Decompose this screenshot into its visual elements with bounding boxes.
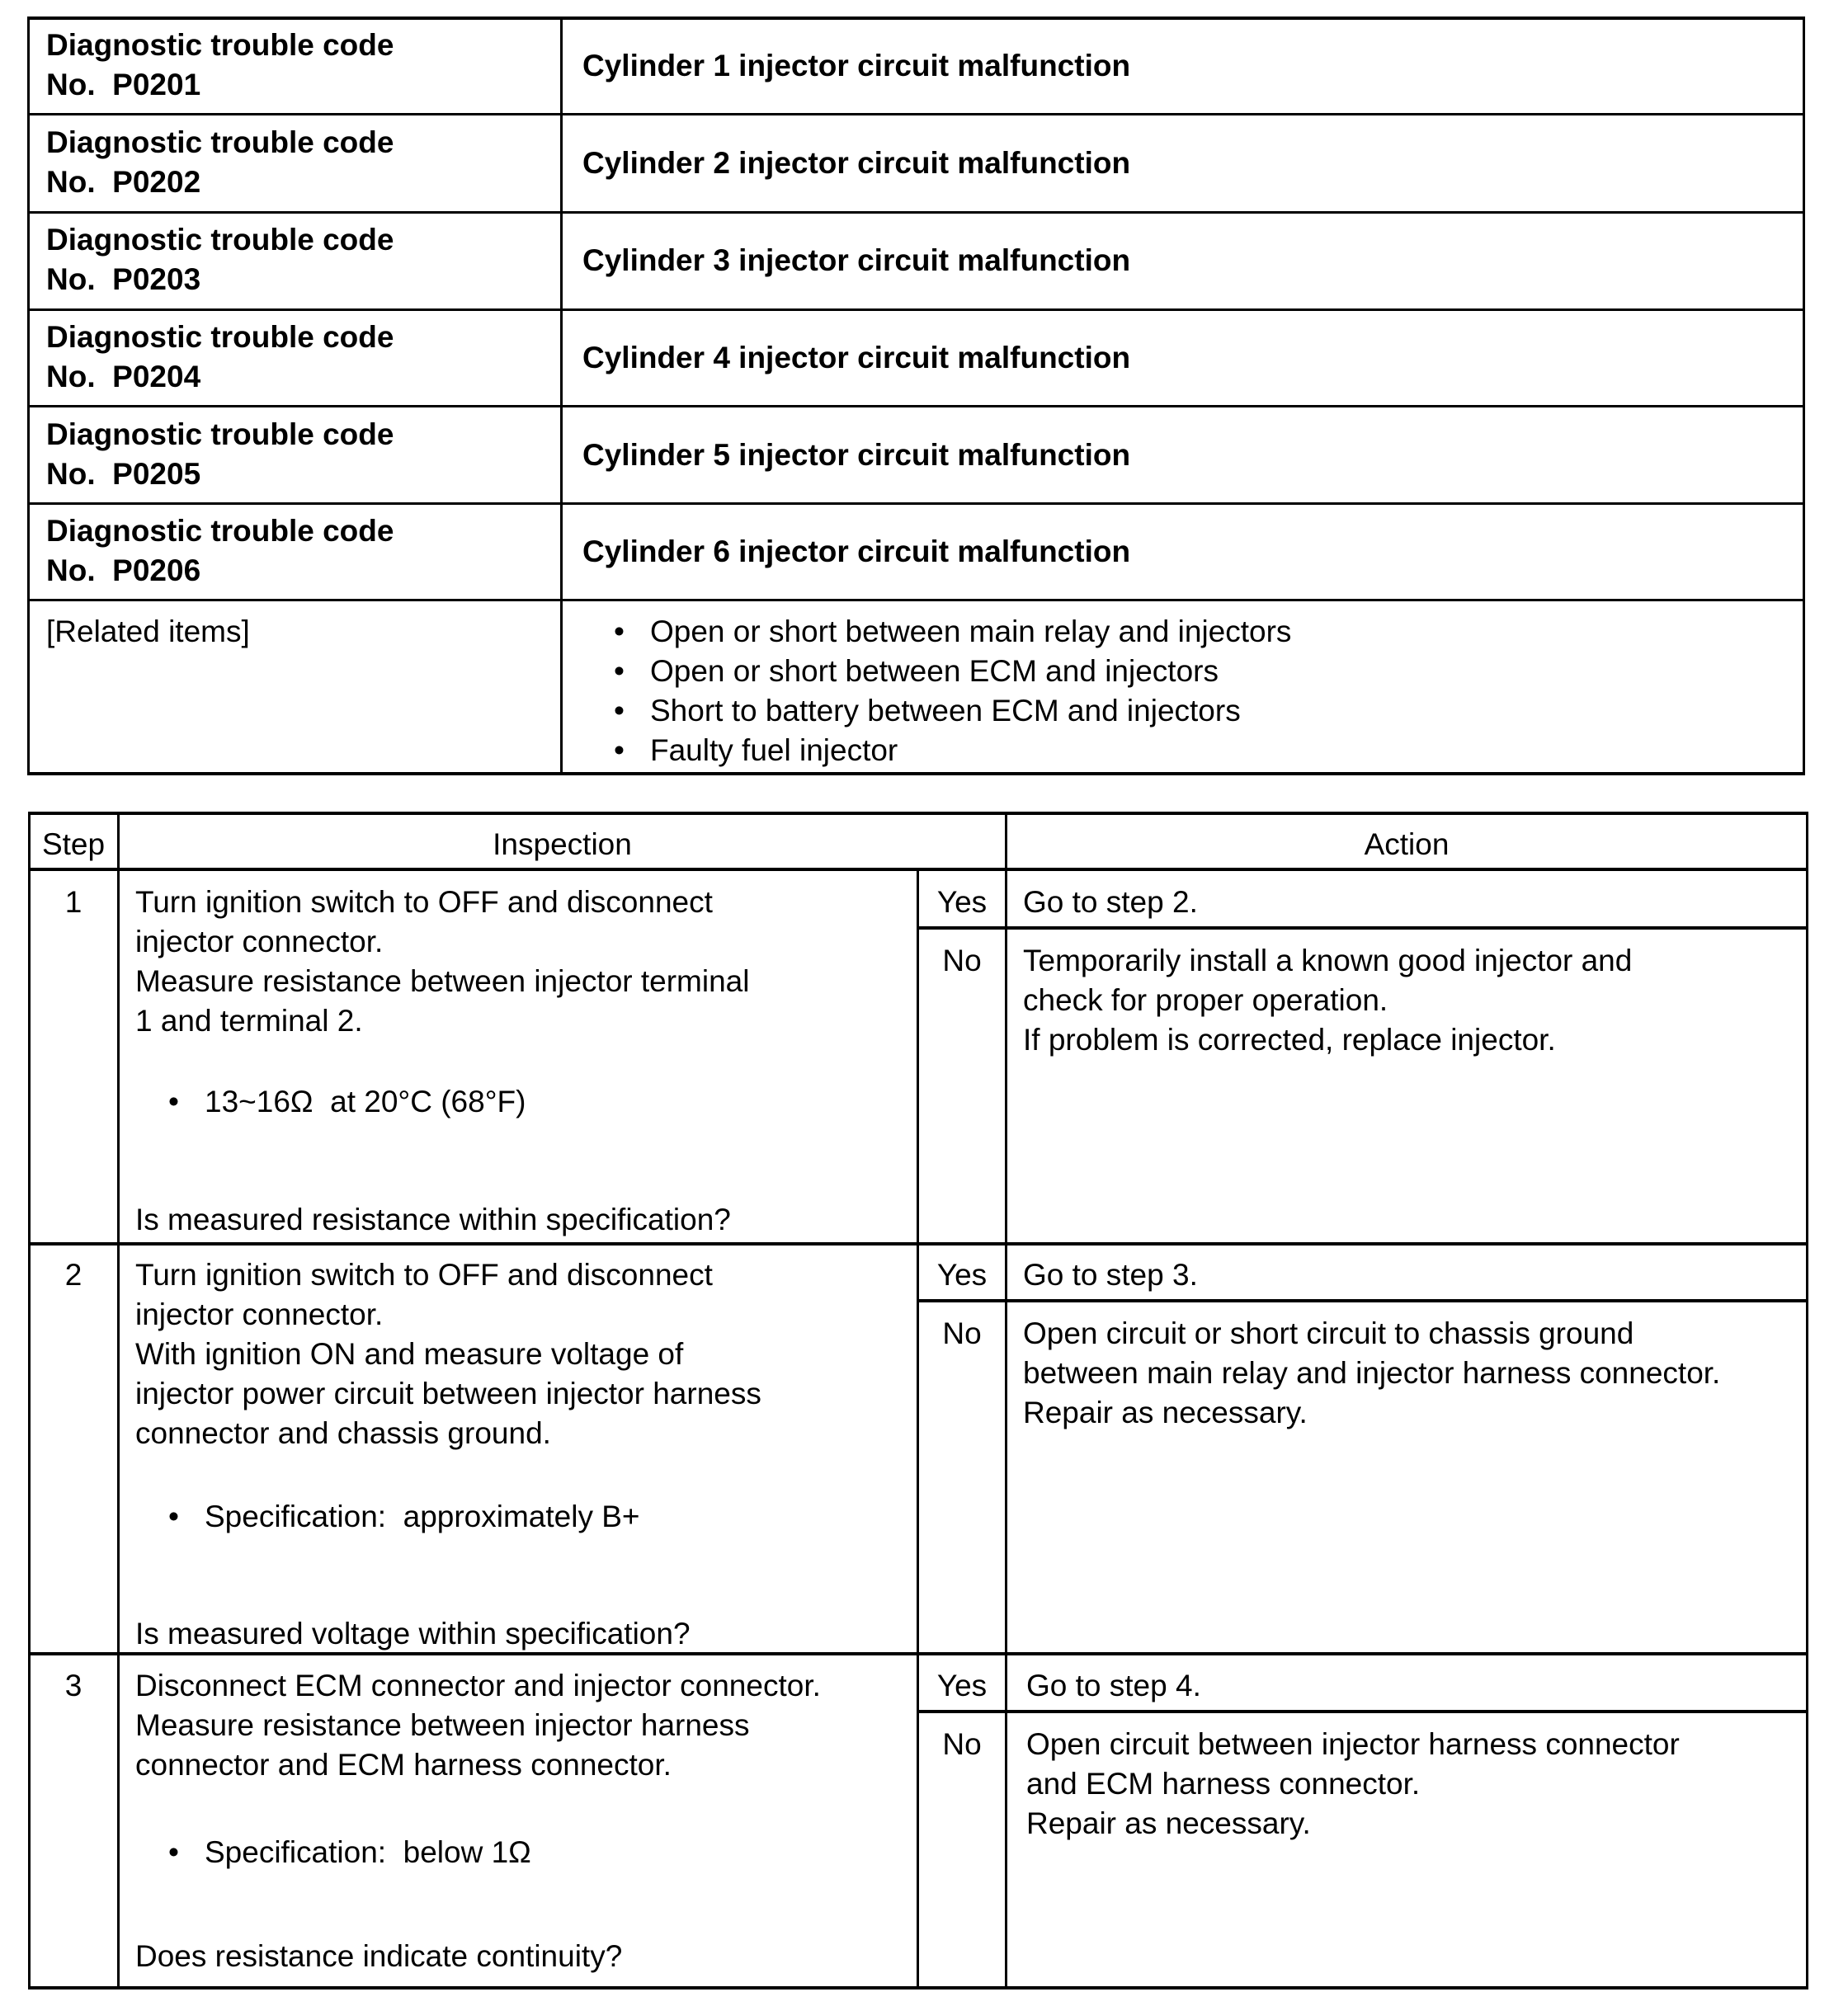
row-divider (27, 599, 1805, 601)
no-action-line: and ECM harness connector. (1026, 1767, 1421, 1801)
yes-action: Go to step 3. (1023, 1258, 1198, 1292)
inspection-question: Is measured resistance within specification? (135, 1203, 731, 1236)
yes-action: Go to step 2. (1023, 885, 1198, 919)
spec-list (168, 1497, 640, 1537)
table-border-right (1803, 16, 1805, 775)
yes-label: Yes (936, 885, 988, 919)
inspection-line: injector power circuit between injector harness (135, 1377, 761, 1410)
spec-list (168, 1833, 531, 1872)
yes-no-divider (917, 1710, 1808, 1713)
related-item: • Short to battery between ECM and injectors (614, 691, 1291, 731)
dtc-code: No. P0206 (46, 553, 201, 587)
dtc-description: Cylinder 1 injector circuit malfunction (582, 49, 1131, 82)
dtc-description: Cylinder 4 injector circuit malfunction (582, 341, 1131, 374)
dtc-label (46, 220, 394, 299)
inspection-line: Measure resistance between injector harness (135, 1708, 750, 1742)
inspection-line: injector connector. (135, 925, 384, 958)
related-items-list (614, 612, 1291, 770)
dtc-code: No. P0205 (46, 457, 201, 491)
dtc-label-line1: Diagnostic trouble code (46, 417, 394, 451)
step-number: 1 (64, 885, 82, 919)
inspection-text (135, 1666, 821, 1785)
row-divider (27, 502, 1805, 505)
table-border-left (28, 812, 31, 1989)
column-divider (560, 16, 563, 775)
spec-list (168, 1082, 526, 1122)
no-action (1023, 941, 1632, 1060)
inspection-line: Turn ignition switch to OFF and disconnect (135, 1258, 713, 1292)
header-inspection: Inspection (493, 827, 632, 861)
inspection-line: injector connector. (135, 1297, 384, 1331)
related-item: • Faulty fuel injector (614, 731, 1291, 770)
no-action (1023, 1314, 1720, 1433)
no-action-line: Open circuit between injector harness connector (1026, 1727, 1680, 1761)
header-step: Step (41, 827, 106, 861)
row-divider (27, 211, 1805, 214)
header-action: Action (1364, 827, 1450, 861)
inspection-line: Disconnect ECM connector and injector connector. (135, 1669, 821, 1702)
no-action-line: Temporarily install a known good injector and (1023, 944, 1633, 977)
dtc-description: Cylinder 6 injector circuit malfunction (582, 534, 1131, 568)
action-column-divider (1005, 812, 1007, 1989)
no-action-line: check for proper operation. (1023, 983, 1388, 1017)
table-border-top (27, 16, 1805, 20)
yes-no-divider (917, 926, 1808, 930)
no-label: No (942, 944, 982, 977)
dtc-code: No. P0202 (46, 165, 201, 199)
inspection-line: Turn ignition switch to OFF and disconnect (135, 885, 713, 919)
inspection-line: Measure resistance between injector terminal (135, 964, 750, 998)
dtc-label-line1: Diagnostic trouble code (46, 28, 394, 62)
yes-no-divider (917, 1299, 1808, 1302)
no-label: No (942, 1727, 982, 1761)
step-column-divider (117, 812, 120, 1989)
inspection-line: connector and chassis ground. (135, 1416, 551, 1450)
step-number: 3 (64, 1669, 82, 1702)
no-action (1026, 1725, 1680, 1844)
related-item: • Open or short between ECM and injectors (614, 652, 1291, 691)
dtc-code: No. P0204 (46, 360, 201, 393)
inspection-text (135, 883, 749, 1041)
dtc-description: Cylinder 3 injector circuit malfunction (582, 243, 1131, 277)
table-border-bottom (27, 772, 1805, 775)
spec-item: • Specification: below 1Ω (168, 1833, 531, 1872)
no-action-line: Repair as necessary. (1026, 1806, 1311, 1840)
row-divider (27, 113, 1805, 115)
no-action-line: If problem is corrected, replace injector. (1023, 1023, 1556, 1057)
table-border-top (28, 812, 1808, 815)
inspection-line: connector and ECM harness connector. (135, 1748, 672, 1782)
table-border-left (27, 16, 30, 775)
no-action-line: Open circuit or short circuit to chassis ground (1023, 1316, 1634, 1350)
yes-action: Go to step 4. (1026, 1669, 1201, 1702)
inspection-line: 1 and terminal 2. (135, 1004, 363, 1038)
no-action-line: Repair as necessary. (1023, 1396, 1308, 1429)
inspection-question: Does resistance indicate continuity? (135, 1939, 623, 1973)
dtc-label (46, 511, 394, 591)
related-item: • Open or short between main relay and injectors (614, 612, 1291, 652)
no-action-line: between main relay and injector harness connector. (1023, 1356, 1721, 1390)
step-divider (28, 1242, 1808, 1246)
dtc-label-line1: Diagnostic trouble code (46, 223, 394, 257)
yes-no-column-divider (917, 869, 919, 1989)
inspection-text (135, 1255, 761, 1453)
dtc-label-line1: Diagnostic trouble code (46, 320, 394, 354)
inspection-question: Is measured voltage within specification? (135, 1617, 691, 1650)
step-number: 2 (64, 1258, 82, 1292)
dtc-label-line1: Diagnostic trouble code (46, 514, 394, 548)
dtc-code: No. P0203 (46, 262, 201, 296)
dtc-label (46, 415, 394, 494)
dtc-label (46, 318, 394, 397)
dtc-description: Cylinder 5 injector circuit malfunction (582, 438, 1131, 472)
dtc-label-line1: Diagnostic trouble code (46, 125, 394, 159)
related-items-label: [Related items] (46, 615, 250, 648)
spec-item: • Specification: approximately B+ (168, 1497, 640, 1537)
inspection-line: With ignition ON and measure voltage of (135, 1337, 684, 1371)
dtc-description: Cylinder 2 injector circuit malfunction (582, 146, 1131, 180)
dtc-label (46, 26, 394, 105)
row-divider (27, 308, 1805, 311)
row-divider (27, 405, 1805, 407)
no-label: No (942, 1316, 982, 1350)
yes-label: Yes (936, 1258, 988, 1292)
yes-label: Yes (936, 1669, 988, 1702)
dtc-label (46, 123, 394, 202)
table-border-right (1806, 812, 1808, 1989)
dtc-code: No. P0201 (46, 68, 201, 101)
spec-item: • 13~16Ω at 20°C (68°F) (168, 1082, 526, 1122)
